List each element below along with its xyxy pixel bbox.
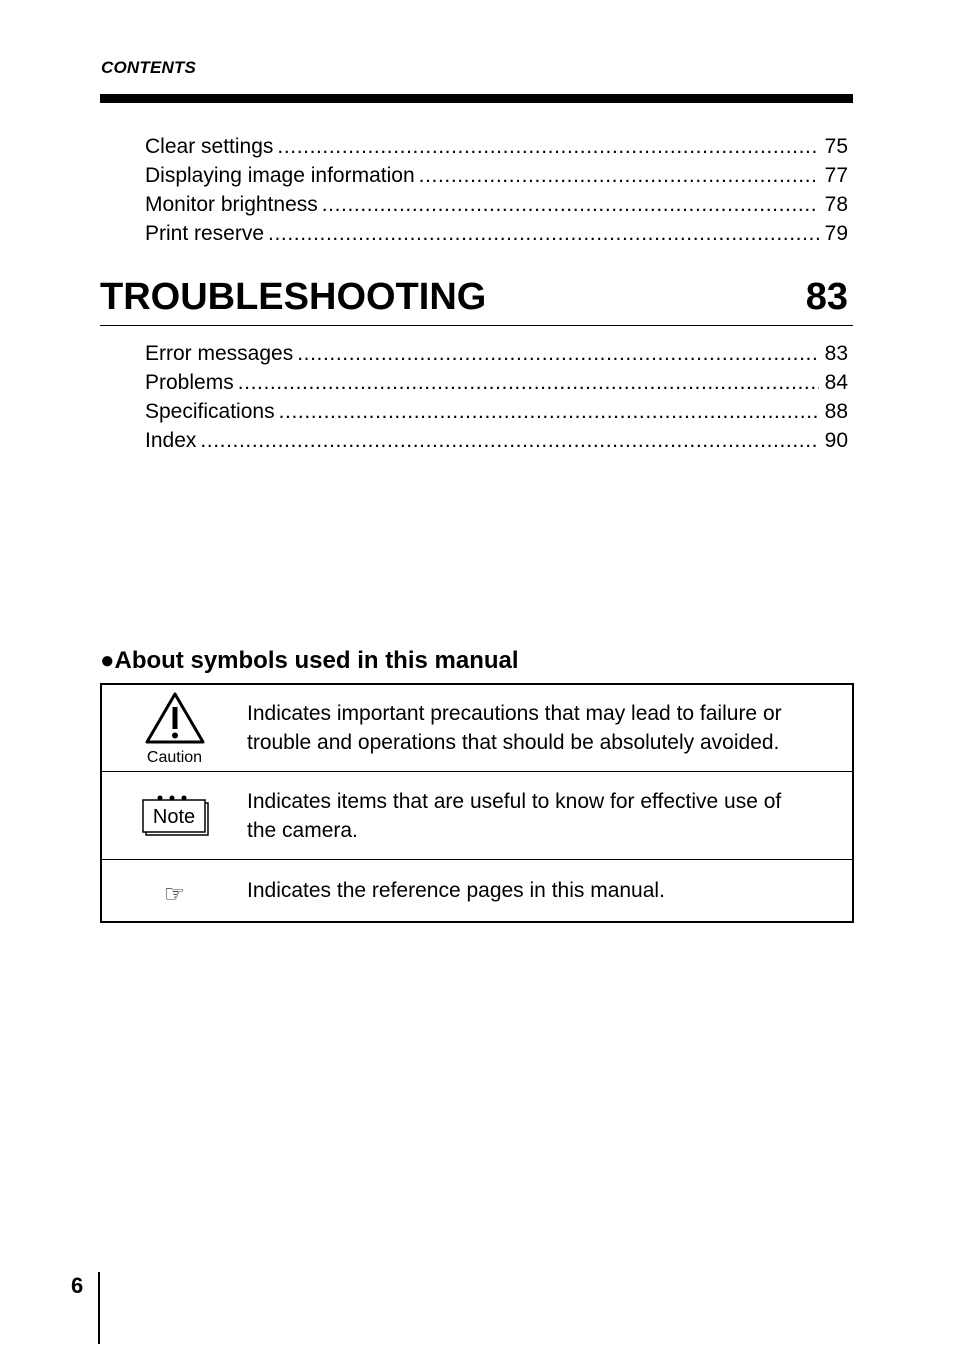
toc-entry-title: Print reserve <box>145 222 265 245</box>
symbols-table <box>100 683 854 923</box>
toc-leader-dots <box>268 222 819 246</box>
section-rule <box>100 325 853 326</box>
toc-leader-dots <box>419 164 819 188</box>
toc-entry-title: Clear settings <box>145 135 274 158</box>
section-page: 83 <box>805 276 848 318</box>
symbol-row-reference <box>102 860 852 921</box>
note-description <box>247 787 852 845</box>
caution-triangle-icon <box>143 690 207 746</box>
toc-entry-page: 88 <box>824 400 848 423</box>
toc-entry-title: Error messages <box>145 342 294 365</box>
toc-entry-page: 90 <box>824 429 848 452</box>
symbols-heading: ●About symbols used in this manual <box>100 647 519 674</box>
toc-leader-dots <box>238 371 819 395</box>
toc-entry[interactable] <box>145 342 848 371</box>
note-cell <box>102 793 247 839</box>
note-line-2: the camera. <box>247 818 358 842</box>
toc-entry[interactable] <box>145 193 848 222</box>
page-number: 6 <box>71 1273 84 1298</box>
symbol-row-note <box>102 772 852 860</box>
toc-entry-page: 75 <box>824 135 848 158</box>
pointing-hand-icon: ☞ <box>163 879 186 908</box>
page-number-rule <box>98 1272 100 1344</box>
toc-entry-title: Problems <box>145 371 234 394</box>
toc-entry-page: 78 <box>824 193 848 216</box>
note-icon <box>140 793 210 839</box>
toc-leader-dots <box>279 400 819 424</box>
toc-leader-dots <box>297 342 818 366</box>
toc-leader-dots <box>200 429 818 453</box>
toc-leader-dots <box>322 193 819 217</box>
note-label: Note <box>152 805 195 828</box>
toc-entry[interactable] <box>145 371 848 400</box>
toc-entry-title: Specifications <box>145 400 275 423</box>
caution-line-2: trouble and operations that should be absolutely avoided. <box>247 731 780 754</box>
toc-entry[interactable] <box>145 222 848 251</box>
caution-line-1: Indicates important precautions that may lead to failure or <box>247 702 782 725</box>
header-rule <box>100 94 853 103</box>
toc-entry-page: 83 <box>824 342 848 365</box>
toc-entry[interactable] <box>145 164 848 193</box>
reference-cell <box>102 877 247 908</box>
toc-list-top <box>145 135 848 251</box>
caution-cell <box>102 690 247 767</box>
toc-entry-page: 79 <box>824 222 848 245</box>
toc-entry[interactable] <box>145 400 848 429</box>
reference-description <box>247 876 852 905</box>
section-heading[interactable] <box>100 276 848 319</box>
toc-entry[interactable] <box>145 429 848 458</box>
toc-entry[interactable] <box>145 135 848 164</box>
toc-entry-page: 77 <box>824 164 848 187</box>
toc-entry-page: 84 <box>824 371 848 394</box>
section-title: TROUBLESHOOTING <box>100 276 487 318</box>
reference-line-1: Indicates the reference pages in this manual. <box>247 879 665 902</box>
symbol-row-caution <box>102 685 852 772</box>
note-line-1: Indicates items that are useful to know for effective use of <box>247 789 782 813</box>
caution-label: Caution <box>146 748 203 766</box>
toc-entry-title: Index <box>145 429 197 452</box>
toc-entry-title: Displaying image information <box>145 164 415 187</box>
toc-leader-dots <box>277 135 818 159</box>
toc-list-section <box>145 342 848 458</box>
caution-description <box>247 699 852 757</box>
running-head: CONTENTS <box>101 58 197 77</box>
toc-entry-title: Monitor brightness <box>145 193 318 216</box>
